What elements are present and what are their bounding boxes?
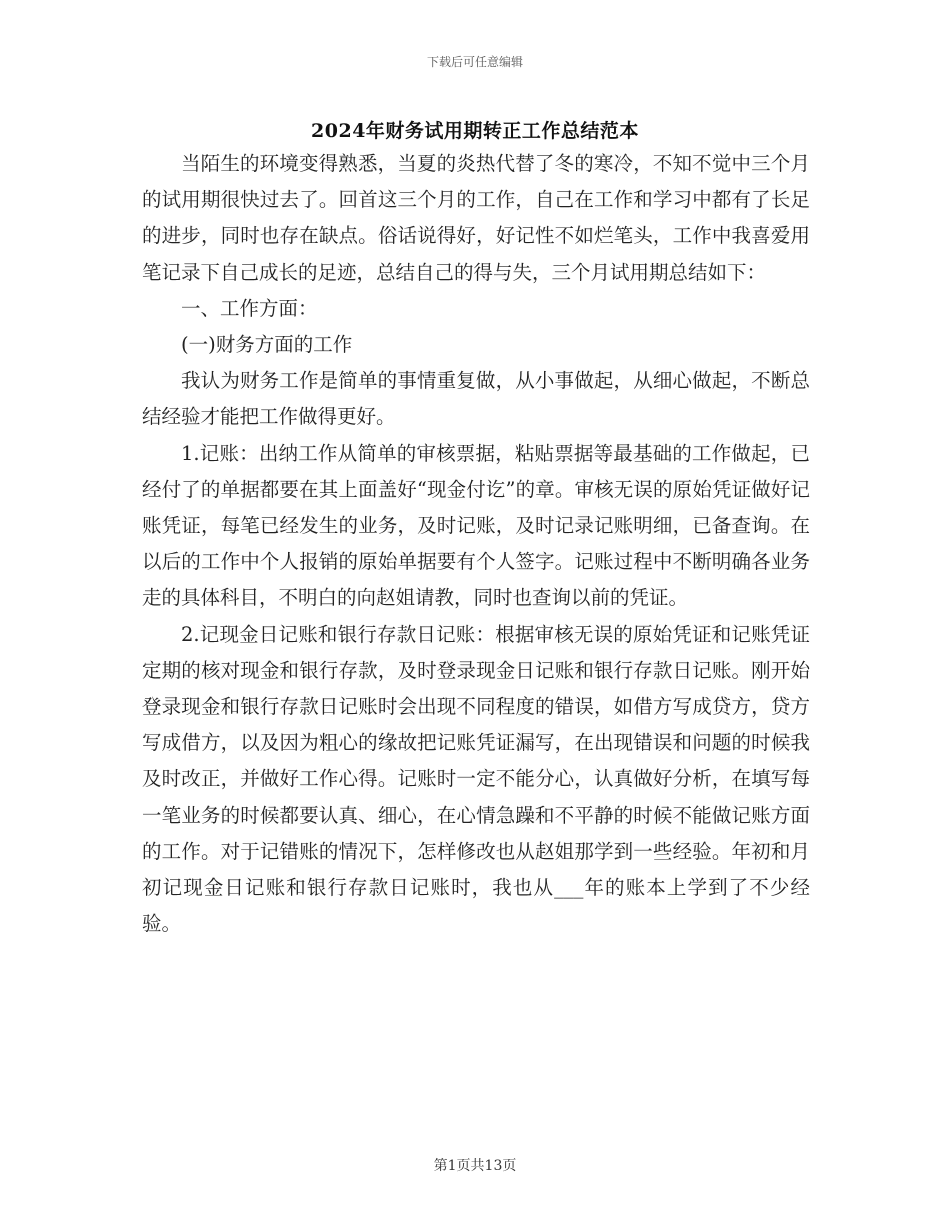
document-body <box>142 146 810 942</box>
cash-journal-paragraph: 2.记现金日记账和银行存款日记账：根据审核无误的原始凭证和记账凭证定期的核对现金和银行存款，及时登录现金日记账和银行存款日记账。刚开始登录现金和银行存款日记账时会出现不同程度的错误，如借方写成贷方，贷方写成借方，以及因为粗心的缘故把记账凭证漏写，在出现错误和问题的时候我及时改正，并做好工作心得。记账时一定不能分心，认真做好分析，在填写每一笔业务的时候都要认真、细心，在心情急躁和不平静的时候不能做记账方面的工作。对于记错账的情况下，怎样修改也从赵姐那学到一些经验。年初和月初记现金日记账和银行存款日记账时，我也从___年的账本上学到了不少经验。 <box>142 622 810 936</box>
finance-overview-paragraph: 我认为财务工作是简单的事情重复做，从小事做起，从细心做起，不断总结经验才能把工作做得更好。 <box>142 369 810 429</box>
page-header: 下载后可任意编辑 <box>426 55 523 69</box>
intro-paragraph: 当陌生的环境变得熟悉，当夏的炎热代替了冬的寒冷，不知不觉中三个月的试用期很快过去了。回首这三个月的工作，自己在工作和学习中都有了长足的进步，同时也存在缺点。俗话说得好，好记性不如烂笔头，工作中我喜爱用笔记录下自己成长的足迹，总结自己的得与失，三个月试用期总结如下： <box>142 152 810 284</box>
page-number: 第1页共13页 <box>433 1158 517 1174</box>
subsection-heading-finance: (一)财务方面的工作 <box>181 333 353 357</box>
bookkeeping-paragraph: 1.记账：出纳工作从简单的审核票据，粘贴票据等最基础的工作做起，已经付了的单据都要在其上面盖好“现金付讫”的章。审核无误的原始凭证做好记账凭证，每笔已经发生的业务，及时记账，及时记录记账明细，已备查询。在以后的工作中个人报销的原始单据要有个人签字。记账过程中不断明确各业务走的具体科目，不明白的向赵姐请教，同时也查询以前的凭证。 <box>142 441 810 610</box>
document-title: 2024年财务试用期转正工作总结范本 <box>311 120 639 142</box>
section-heading-work: 一、工作方面： <box>181 296 318 320</box>
